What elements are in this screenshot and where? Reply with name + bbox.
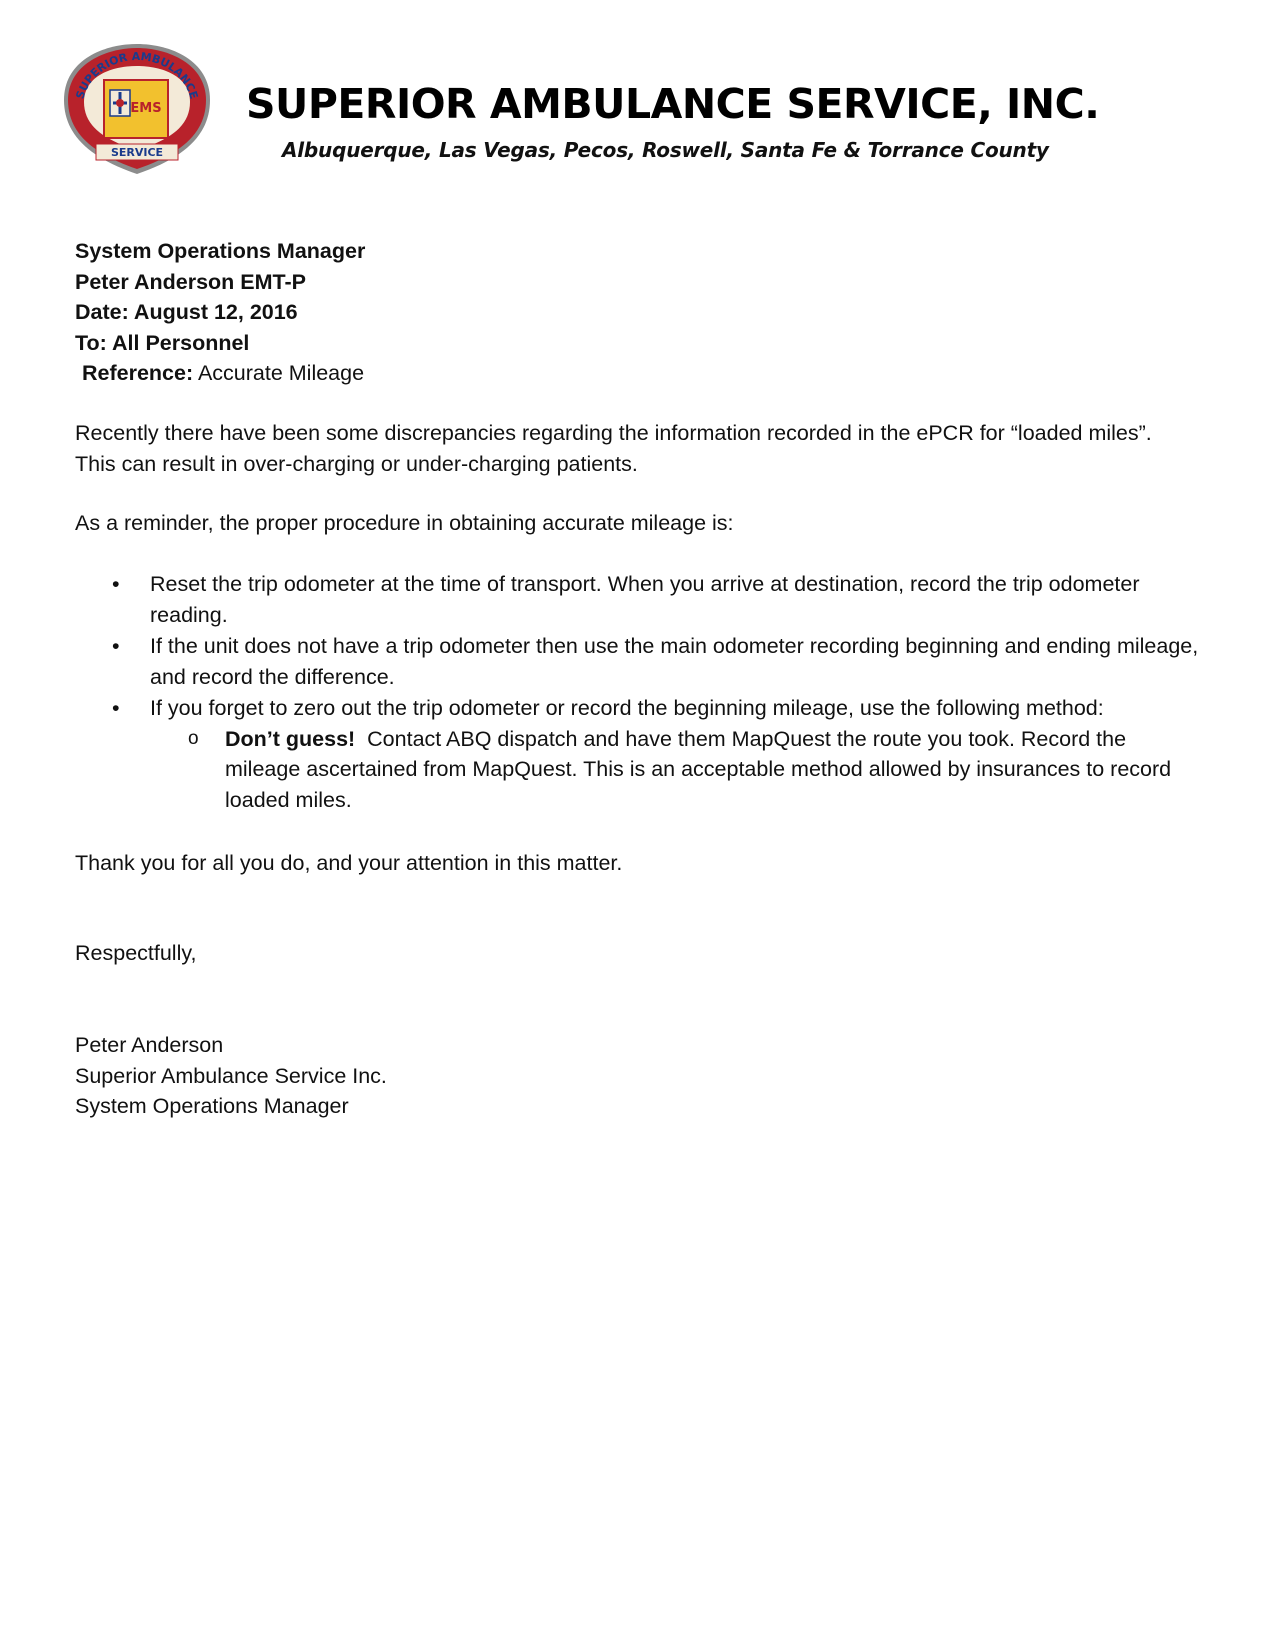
paragraph-discrepancies: Recently there have been some discrepancies regarding the information recorded in the ePCR for “loaded miles”. This can result in over-charging or under-charging patients. (75, 421, 1152, 476)
reference-value: Accurate Mileage (197, 361, 365, 385)
signature-block (75, 1030, 387, 1122)
list-item (75, 631, 1205, 692)
closing-line: Respectfully, (75, 941, 197, 965)
bullet-icon: • (112, 696, 120, 720)
sub-list-item (75, 724, 1205, 816)
paragraph-reminder: As a reminder, the proper procedure in obtaining accurate mileage is: (75, 511, 734, 535)
sub-item-emphasis: Don’t guess! (225, 726, 356, 751)
signature-name: Peter Anderson (75, 1033, 224, 1057)
thanks-line: Thank you for all you do, and your attention in this matter. (75, 851, 623, 875)
memo-reference (75, 358, 365, 389)
logo-top-text: SUPERIOR AMBULANCE (73, 49, 201, 101)
logo-bottom-text: SERVICE (110, 146, 164, 159)
procedure-list (75, 569, 1205, 815)
reference-label: Reference: (82, 361, 194, 385)
sub-bullet-icon: o (188, 727, 199, 749)
memo-author: Peter Anderson EMT-P (75, 269, 306, 294)
memo-header (75, 236, 365, 389)
bullet-icon: • (112, 572, 120, 596)
sub-item-text: Contact ABQ dispatch and have them MapQuest the route you took. Record the mileage ascertained from MapQuest. This is an acceptable method allowed by insurances to record loaded miles. (225, 726, 1172, 812)
signature-title: System Operations Manager (75, 1094, 349, 1118)
ems-badge-icon (54, 40, 220, 178)
company-name: SUPERIOR AMBULANCE SERVICE, INC. (246, 80, 1100, 128)
memo-recipients: To: All Personnel (75, 330, 250, 355)
list-item-text: If you forget to zero out the trip odometer or record the beginning mileage, use the following method: (150, 696, 1104, 720)
list-item-text: If the unit does not have a trip odometer then use the main odometer recording beginning and ending mileage, and record the difference. (150, 634, 1199, 689)
company-locations: Albuquerque, Las Vegas, Pecos, Roswell, Santa Fe & Torrance County (282, 138, 1049, 162)
memo-title: System Operations Manager (75, 239, 366, 263)
memo-date: Date: August 12, 2016 (75, 300, 298, 324)
logo-ems-text: EMS (130, 101, 162, 116)
signature-company: Superior Ambulance Service Inc. (75, 1063, 387, 1088)
list-item (75, 569, 1205, 630)
list-item (75, 693, 1205, 724)
list-item-text: Reset the trip odometer at the time of transport. When you arrive at destination, record the trip odometer reading. (150, 572, 1140, 627)
bullet-icon: • (112, 634, 120, 658)
